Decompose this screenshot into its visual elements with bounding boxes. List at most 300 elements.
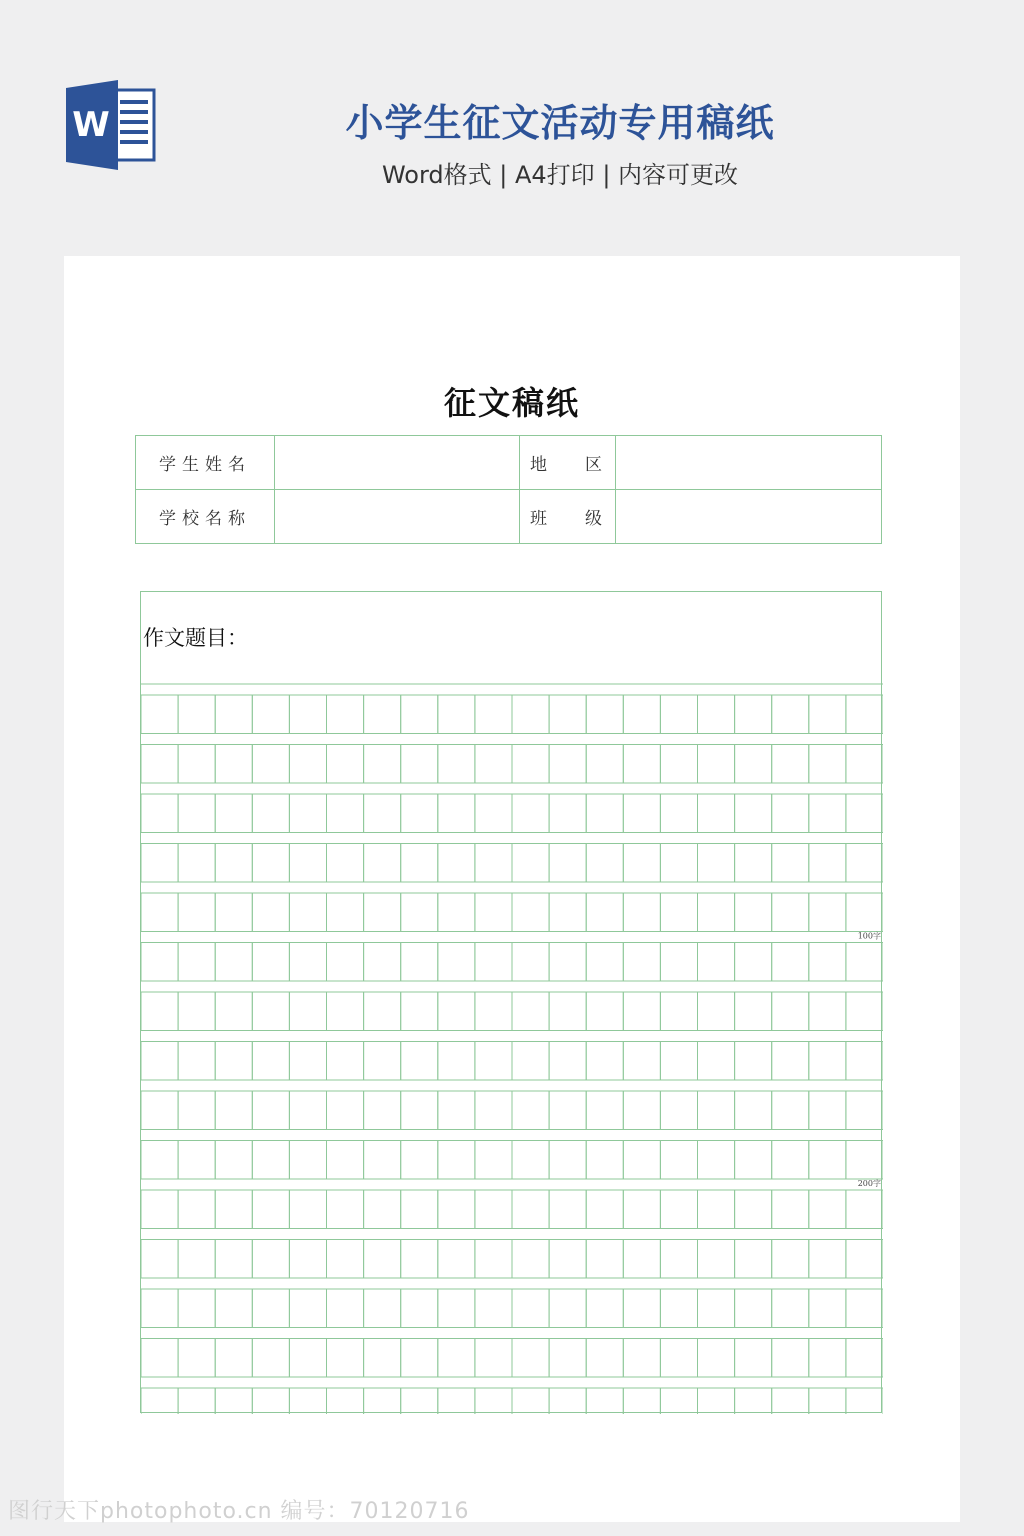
grid-cell[interactable]: [698, 992, 735, 1031]
grid-cell[interactable]: [549, 943, 586, 982]
grid-cell[interactable]: [698, 1042, 735, 1081]
grid-cell[interactable]: [846, 1240, 883, 1279]
grid-cell[interactable]: [327, 794, 364, 833]
grid-cell[interactable]: [141, 1289, 178, 1328]
grid-cell[interactable]: [289, 844, 326, 883]
grid-cell[interactable]: [660, 745, 697, 784]
grid-cell[interactable]: [846, 1388, 883, 1414]
grid-cell[interactable]: [846, 992, 883, 1031]
grid-cell[interactable]: [252, 992, 289, 1031]
grid-cell[interactable]: [215, 1190, 252, 1229]
grid-cell[interactable]: [438, 1289, 475, 1328]
grid-cell[interactable]: [327, 992, 364, 1031]
grid-cell[interactable]: [289, 1141, 326, 1180]
grid-cell[interactable]: [846, 1289, 883, 1328]
grid-cell[interactable]: [364, 695, 401, 734]
grid-cell[interactable]: [512, 1091, 549, 1130]
grid-cell[interactable]: [735, 1190, 772, 1229]
grid-cell[interactable]: [846, 1091, 883, 1130]
grid-cell[interactable]: [215, 794, 252, 833]
grid-cell[interactable]: [141, 745, 178, 784]
grid-cell[interactable]: [327, 1091, 364, 1130]
grid-cell[interactable]: [215, 893, 252, 932]
grid-cell[interactable]: [735, 844, 772, 883]
grid-cell[interactable]: [549, 992, 586, 1031]
grid-cell[interactable]: [364, 992, 401, 1031]
grid-cell[interactable]: [586, 1388, 623, 1414]
grid-cell[interactable]: [178, 695, 215, 734]
grid-cell[interactable]: [586, 992, 623, 1031]
grid-cell[interactable]: [549, 844, 586, 883]
grid-cell[interactable]: [475, 1141, 512, 1180]
grid-cell[interactable]: [401, 1141, 438, 1180]
grid-cell[interactable]: [178, 1240, 215, 1279]
grid-cell[interactable]: [772, 1042, 809, 1081]
grid-cell[interactable]: [660, 1042, 697, 1081]
grid-cell[interactable]: [252, 1091, 289, 1130]
grid-cell[interactable]: [252, 794, 289, 833]
school-name-field[interactable]: [275, 490, 520, 544]
grid-cell[interactable]: [215, 1240, 252, 1279]
grid-cell[interactable]: [252, 943, 289, 982]
grid-cell[interactable]: [660, 943, 697, 982]
grid-cell[interactable]: [698, 943, 735, 982]
grid-cell[interactable]: [735, 1091, 772, 1130]
grid-cell[interactable]: [475, 1190, 512, 1229]
grid-cell[interactable]: [289, 893, 326, 932]
grid-cell[interactable]: [475, 893, 512, 932]
grid-cell[interactable]: [401, 794, 438, 833]
grid-cell[interactable]: [364, 1339, 401, 1378]
grid-cell[interactable]: [623, 1141, 660, 1180]
grid-cell[interactable]: [364, 1141, 401, 1180]
grid-cell[interactable]: [327, 695, 364, 734]
grid-cell[interactable]: [289, 794, 326, 833]
grid-cell[interactable]: [809, 1141, 846, 1180]
grid-cell[interactable]: [549, 1388, 586, 1414]
grid-cell[interactable]: [401, 1339, 438, 1378]
grid-cell[interactable]: [215, 745, 252, 784]
grid-cell[interactable]: [809, 1339, 846, 1378]
grid-cell[interactable]: [401, 893, 438, 932]
grid-cell[interactable]: [586, 794, 623, 833]
grid-cell[interactable]: [438, 1042, 475, 1081]
grid-cell[interactable]: [364, 1388, 401, 1414]
grid-cell[interactable]: [401, 1190, 438, 1229]
grid-cell[interactable]: [364, 745, 401, 784]
grid-cell[interactable]: [438, 1141, 475, 1180]
grid-cell[interactable]: [772, 695, 809, 734]
grid-cell[interactable]: [512, 745, 549, 784]
grid-cell[interactable]: [660, 1339, 697, 1378]
grid-cell[interactable]: [327, 745, 364, 784]
grid-cell[interactable]: [549, 1339, 586, 1378]
grid-cell[interactable]: [809, 992, 846, 1031]
grid-cell[interactable]: [698, 1240, 735, 1279]
grid-cell[interactable]: [438, 745, 475, 784]
grid-cell[interactable]: [586, 1289, 623, 1328]
grid-cell[interactable]: [549, 794, 586, 833]
grid-cell[interactable]: [475, 695, 512, 734]
grid-cell[interactable]: [289, 1091, 326, 1130]
writing-grid[interactable]: [141, 592, 883, 1414]
grid-cell[interactable]: [772, 1190, 809, 1229]
grid-cell[interactable]: [141, 794, 178, 833]
grid-cell[interactable]: [178, 992, 215, 1031]
grid-cell[interactable]: [215, 992, 252, 1031]
grid-cell[interactable]: [660, 794, 697, 833]
grid-cell[interactable]: [252, 695, 289, 734]
grid-cell[interactable]: [809, 794, 846, 833]
grid-cell[interactable]: [401, 844, 438, 883]
grid-cell[interactable]: [141, 1190, 178, 1229]
grid-cell[interactable]: [735, 943, 772, 982]
grid-cell[interactable]: [327, 1042, 364, 1081]
grid-cell[interactable]: [772, 1091, 809, 1130]
grid-cell[interactable]: [401, 1289, 438, 1328]
grid-cell[interactable]: [846, 1190, 883, 1229]
grid-cell[interactable]: [698, 745, 735, 784]
grid-cell[interactable]: [215, 844, 252, 883]
grid-cell[interactable]: [772, 1240, 809, 1279]
grid-cell[interactable]: [252, 1190, 289, 1229]
grid-cell[interactable]: [549, 695, 586, 734]
grid-cell[interactable]: [401, 745, 438, 784]
grid-cell[interactable]: [698, 844, 735, 883]
grid-cell[interactable]: [475, 745, 512, 784]
grid-cell[interactable]: [735, 1289, 772, 1328]
grid-cell[interactable]: [438, 1091, 475, 1130]
grid-cell[interactable]: [364, 844, 401, 883]
grid-cell[interactable]: [327, 844, 364, 883]
grid-cell[interactable]: [586, 745, 623, 784]
grid-cell[interactable]: [252, 1042, 289, 1081]
grid-cell[interactable]: [772, 844, 809, 883]
grid-cell[interactable]: [475, 794, 512, 833]
grid-cell[interactable]: [438, 1339, 475, 1378]
grid-cell[interactable]: [289, 992, 326, 1031]
grid-cell[interactable]: [475, 1091, 512, 1130]
grid-cell[interactable]: [512, 844, 549, 883]
grid-cell[interactable]: [401, 1240, 438, 1279]
grid-cell[interactable]: [252, 1240, 289, 1279]
grid-cell[interactable]: [364, 943, 401, 982]
grid-cell[interactable]: [252, 745, 289, 784]
grid-cell[interactable]: [809, 844, 846, 883]
grid-cell[interactable]: [141, 1240, 178, 1279]
grid-cell[interactable]: [735, 695, 772, 734]
grid-cell[interactable]: [141, 1042, 178, 1081]
grid-cell[interactable]: [364, 893, 401, 932]
grid-cell[interactable]: [364, 1091, 401, 1130]
grid-cell[interactable]: [809, 1240, 846, 1279]
grid-cell[interactable]: [512, 794, 549, 833]
grid-cell[interactable]: [846, 1141, 883, 1180]
grid-cell[interactable]: [698, 893, 735, 932]
grid-cell[interactable]: [215, 1339, 252, 1378]
grid-cell[interactable]: [623, 992, 660, 1031]
grid-cell[interactable]: [660, 893, 697, 932]
grid-cell[interactable]: [327, 1141, 364, 1180]
grid-cell[interactable]: [735, 1141, 772, 1180]
grid-cell[interactable]: [735, 794, 772, 833]
grid-cell[interactable]: [141, 1091, 178, 1130]
grid-cell[interactable]: [772, 1388, 809, 1414]
grid-cell[interactable]: [549, 1091, 586, 1130]
grid-cell[interactable]: [846, 943, 883, 982]
student-name-field[interactable]: [275, 436, 520, 490]
grid-cell[interactable]: [327, 1388, 364, 1414]
grid-cell[interactable]: [141, 1141, 178, 1180]
grid-cell[interactable]: [698, 1339, 735, 1378]
grid-cell[interactable]: [475, 1289, 512, 1328]
grid-cell[interactable]: [549, 745, 586, 784]
grid-cell[interactable]: [735, 1042, 772, 1081]
grid-cell[interactable]: [141, 695, 178, 734]
grid-cell[interactable]: [289, 745, 326, 784]
grid-cell[interactable]: [289, 1339, 326, 1378]
grid-cell[interactable]: [178, 1091, 215, 1130]
grid-cell[interactable]: [586, 1141, 623, 1180]
grid-cell[interactable]: [327, 943, 364, 982]
grid-cell[interactable]: [772, 943, 809, 982]
grid-cell[interactable]: [215, 1042, 252, 1081]
grid-cell[interactable]: [438, 992, 475, 1031]
grid-cell[interactable]: [364, 1042, 401, 1081]
grid-cell[interactable]: [809, 1190, 846, 1229]
grid-cell[interactable]: [512, 1289, 549, 1328]
grid-cell[interactable]: [475, 943, 512, 982]
grid-cell[interactable]: [623, 1091, 660, 1130]
grid-cell[interactable]: [549, 1289, 586, 1328]
grid-cell[interactable]: [364, 794, 401, 833]
grid-cell[interactable]: [846, 745, 883, 784]
grid-cell[interactable]: [178, 844, 215, 883]
grid-cell[interactable]: [401, 695, 438, 734]
grid-cell[interactable]: [772, 794, 809, 833]
grid-cell[interactable]: [327, 1339, 364, 1378]
grid-cell[interactable]: [401, 1388, 438, 1414]
grid-cell[interactable]: [475, 1339, 512, 1378]
grid-cell[interactable]: [178, 1388, 215, 1414]
grid-cell[interactable]: [772, 893, 809, 932]
grid-cell[interactable]: [586, 844, 623, 883]
grid-cell[interactable]: [735, 1339, 772, 1378]
grid-cell[interactable]: [623, 794, 660, 833]
grid-cell[interactable]: [178, 1141, 215, 1180]
grid-cell[interactable]: [512, 695, 549, 734]
grid-cell[interactable]: [512, 943, 549, 982]
grid-cell[interactable]: [289, 695, 326, 734]
grid-cell[interactable]: [698, 1289, 735, 1328]
grid-cell[interactable]: [364, 1190, 401, 1229]
grid-cell[interactable]: [438, 844, 475, 883]
grid-cell[interactable]: [512, 1190, 549, 1229]
grid-cell[interactable]: [846, 794, 883, 833]
grid-cell[interactable]: [289, 1289, 326, 1328]
grid-cell[interactable]: [586, 1042, 623, 1081]
grid-cell[interactable]: [512, 1042, 549, 1081]
grid-cell[interactable]: [809, 1388, 846, 1414]
grid-cell[interactable]: [289, 1190, 326, 1229]
grid-cell[interactable]: [178, 1339, 215, 1378]
grid-cell[interactable]: [512, 1388, 549, 1414]
grid-cell[interactable]: [364, 1240, 401, 1279]
grid-cell[interactable]: [178, 1042, 215, 1081]
grid-cell[interactable]: [289, 1042, 326, 1081]
grid-cell[interactable]: [252, 1289, 289, 1328]
grid-cell[interactable]: [809, 1042, 846, 1081]
grid-cell[interactable]: [698, 794, 735, 833]
region-field[interactable]: [616, 436, 882, 490]
grid-cell[interactable]: [215, 1091, 252, 1130]
grid-cell[interactable]: [809, 695, 846, 734]
grid-cell[interactable]: [809, 745, 846, 784]
grid-cell[interactable]: [586, 695, 623, 734]
grid-cell[interactable]: [698, 1190, 735, 1229]
grid-cell[interactable]: [735, 1388, 772, 1414]
grid-cell[interactable]: [289, 943, 326, 982]
grid-cell[interactable]: [252, 893, 289, 932]
grid-cell[interactable]: [475, 1388, 512, 1414]
grid-cell[interactable]: [141, 943, 178, 982]
grid-cell[interactable]: [660, 992, 697, 1031]
grid-cell[interactable]: [549, 1240, 586, 1279]
grid-cell[interactable]: [512, 1141, 549, 1180]
grid-cell[interactable]: [401, 1091, 438, 1130]
grid-cell[interactable]: [549, 893, 586, 932]
grid-cell[interactable]: [623, 1042, 660, 1081]
grid-cell[interactable]: [623, 943, 660, 982]
grid-cell[interactable]: [549, 1190, 586, 1229]
grid-cell[interactable]: [401, 1042, 438, 1081]
grid-cell[interactable]: [215, 1141, 252, 1180]
grid-cell[interactable]: [772, 745, 809, 784]
grid-cell[interactable]: [549, 1141, 586, 1180]
grid-cell[interactable]: [475, 844, 512, 883]
grid-cell[interactable]: [141, 844, 178, 883]
grid-cell[interactable]: [846, 695, 883, 734]
grid-cell[interactable]: [623, 1190, 660, 1229]
grid-cell[interactable]: [623, 1289, 660, 1328]
grid-cell[interactable]: [735, 1240, 772, 1279]
grid-cell[interactable]: [660, 1388, 697, 1414]
grid-cell[interactable]: [327, 1240, 364, 1279]
grid-cell[interactable]: [438, 794, 475, 833]
grid-cell[interactable]: [846, 1042, 883, 1081]
grid-cell[interactable]: [289, 1240, 326, 1279]
grid-cell[interactable]: [178, 1289, 215, 1328]
grid-cell[interactable]: [660, 695, 697, 734]
grid-cell[interactable]: [772, 1339, 809, 1378]
grid-cell[interactable]: [586, 1091, 623, 1130]
grid-cell[interactable]: [178, 794, 215, 833]
grid-cell[interactable]: [327, 1190, 364, 1229]
grid-cell[interactable]: [623, 1388, 660, 1414]
grid-cell[interactable]: [141, 1388, 178, 1414]
grid-cell[interactable]: [660, 844, 697, 883]
grid-cell[interactable]: [141, 893, 178, 932]
grid-cell[interactable]: [512, 1339, 549, 1378]
grid-cell[interactable]: [698, 695, 735, 734]
grid-cell[interactable]: [252, 1339, 289, 1378]
grid-cell[interactable]: [512, 1240, 549, 1279]
grid-cell[interactable]: [846, 893, 883, 932]
grid-cell[interactable]: [809, 943, 846, 982]
grid-cell[interactable]: [660, 1141, 697, 1180]
grid-cell[interactable]: [141, 1339, 178, 1378]
grid-cell[interactable]: [772, 1289, 809, 1328]
grid-cell[interactable]: [512, 893, 549, 932]
grid-cell[interactable]: [809, 1289, 846, 1328]
grid-cell[interactable]: [215, 1388, 252, 1414]
grid-cell[interactable]: [438, 893, 475, 932]
grid-cell[interactable]: [215, 695, 252, 734]
grid-cell[interactable]: [475, 992, 512, 1031]
grid-cell[interactable]: [327, 893, 364, 932]
grid-cell[interactable]: [215, 1289, 252, 1328]
grid-cell[interactable]: [660, 1190, 697, 1229]
grid-cell[interactable]: [623, 893, 660, 932]
grid-cell[interactable]: [438, 695, 475, 734]
grid-cell[interactable]: [735, 992, 772, 1031]
grid-cell[interactable]: [438, 1240, 475, 1279]
grid-cell[interactable]: [809, 893, 846, 932]
grid-cell[interactable]: [327, 1289, 364, 1328]
grid-cell[interactable]: [735, 745, 772, 784]
grid-cell[interactable]: [178, 1190, 215, 1229]
grid-cell[interactable]: [586, 1190, 623, 1229]
grid-cell[interactable]: [660, 1240, 697, 1279]
grid-cell[interactable]: [178, 943, 215, 982]
grid-cell[interactable]: [252, 1141, 289, 1180]
grid-cell[interactable]: [401, 943, 438, 982]
grid-cell[interactable]: [660, 1289, 697, 1328]
grid-cell[interactable]: [623, 844, 660, 883]
grid-cell[interactable]: [438, 943, 475, 982]
grid-cell[interactable]: [846, 1339, 883, 1378]
grid-cell[interactable]: [549, 1042, 586, 1081]
grid-cell[interactable]: [623, 695, 660, 734]
class-field[interactable]: [616, 490, 882, 544]
grid-cell[interactable]: [586, 1339, 623, 1378]
grid-cell[interactable]: [178, 893, 215, 932]
grid-cell[interactable]: [289, 1388, 326, 1414]
grid-cell[interactable]: [698, 1388, 735, 1414]
grid-cell[interactable]: [438, 1388, 475, 1414]
grid-cell[interactable]: [178, 745, 215, 784]
grid-cell[interactable]: [252, 1388, 289, 1414]
grid-cell[interactable]: [586, 1240, 623, 1279]
grid-cell[interactable]: [475, 1240, 512, 1279]
grid-cell[interactable]: [623, 1240, 660, 1279]
grid-cell[interactable]: [623, 745, 660, 784]
grid-cell[interactable]: [475, 1042, 512, 1081]
grid-cell[interactable]: [512, 992, 549, 1031]
grid-cell[interactable]: [623, 1339, 660, 1378]
grid-cell[interactable]: [809, 1091, 846, 1130]
grid-cell[interactable]: [846, 844, 883, 883]
grid-cell[interactable]: [698, 1091, 735, 1130]
grid-cell[interactable]: [698, 1141, 735, 1180]
grid-cell[interactable]: [586, 943, 623, 982]
grid-cell[interactable]: [215, 943, 252, 982]
grid-cell[interactable]: [252, 844, 289, 883]
grid-cell[interactable]: [141, 992, 178, 1031]
grid-cell[interactable]: [772, 992, 809, 1031]
grid-cell[interactable]: [735, 893, 772, 932]
grid-cell[interactable]: [401, 992, 438, 1031]
